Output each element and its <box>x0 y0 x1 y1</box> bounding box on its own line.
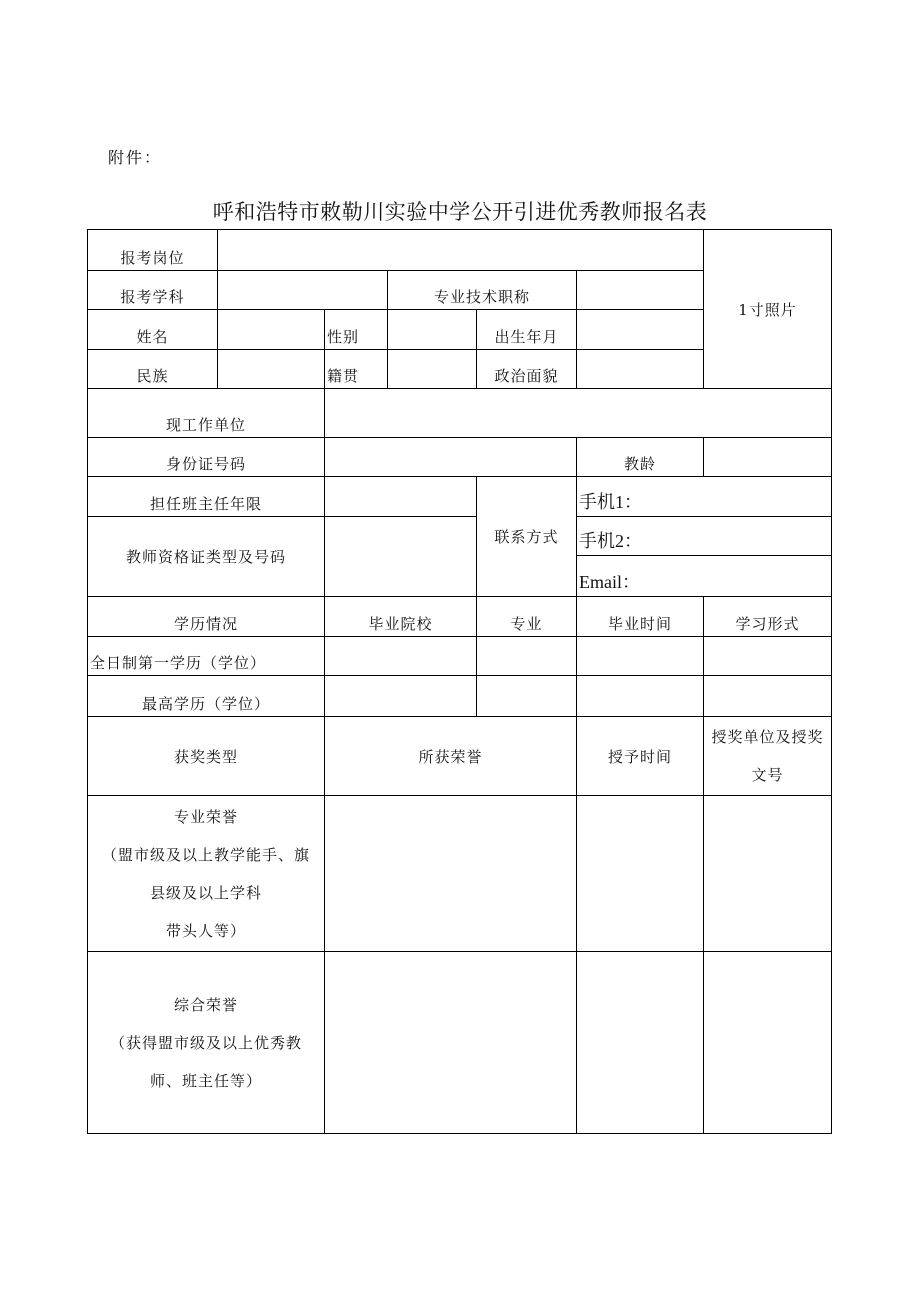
table-border-right <box>831 229 832 1134</box>
birth-label: 出生年月 <box>494 328 559 346</box>
fulltime-time-field[interactable] <box>577 637 703 675</box>
highest-education-label: 最高学历（学位） <box>141 695 270 713</box>
teacher-cert-field[interactable] <box>325 517 476 596</box>
name-field[interactable] <box>218 310 324 349</box>
graduation-time-header: 毕业时间 <box>607 615 672 633</box>
highest-major-field[interactable] <box>477 676 576 716</box>
award-issuer-header-line: 文号 <box>751 766 784 784</box>
subject-field[interactable] <box>218 271 387 309</box>
political-status-label: 政治面貌 <box>494 367 559 385</box>
professional-honor-line: 专业荣誉 <box>173 807 238 826</box>
phone2-field[interactable] <box>577 517 831 555</box>
highest-school-field[interactable] <box>325 676 476 716</box>
gender-field[interactable] <box>388 310 476 349</box>
professional-honor-line: 带头人等） <box>165 921 246 940</box>
professional-honor-field[interactable] <box>325 796 576 951</box>
ethnicity-field[interactable] <box>218 350 324 388</box>
id-number-label: 身份证号码 <box>165 455 246 473</box>
contact-label: 联系方式 <box>494 528 559 546</box>
teaching-years-field[interactable] <box>704 438 831 476</box>
phone1-field[interactable] <box>577 477 831 516</box>
professional-honor-line: （盟市级及以上教学能手、旗 <box>101 845 310 864</box>
teaching-years-label: 教龄 <box>623 455 656 473</box>
post-field[interactable] <box>218 230 703 270</box>
general-issuer-field[interactable] <box>704 952 831 1133</box>
native-place-label: 籍贯 <box>327 367 360 385</box>
photo-box[interactable]: 1寸照片 <box>738 300 797 319</box>
gender-label: 性别 <box>327 328 360 346</box>
professional-honor-line: 县级及以上学科 <box>149 883 262 902</box>
ethnicity-label: 民族 <box>136 367 169 385</box>
fulltime-school-field[interactable] <box>325 637 476 675</box>
award-time-header: 授予时间 <box>607 747 672 766</box>
professional-title-field[interactable] <box>577 271 703 309</box>
professional-title-label: 专业技术职称 <box>433 288 530 306</box>
general-honor-line: 师、班主任等） <box>149 1071 262 1090</box>
workplace-field[interactable] <box>325 389 831 437</box>
general-honor-field[interactable] <box>325 952 576 1133</box>
major-header: 专业 <box>510 615 543 633</box>
id-number-field[interactable] <box>325 438 576 476</box>
general-honor-line: 综合荣誉 <box>173 995 238 1014</box>
general-honor-line: （获得盟市级及以上优秀教 <box>109 1033 302 1052</box>
award-issuer-header <box>704 717 831 795</box>
attachment-label: 附件： <box>108 148 163 167</box>
highest-time-field[interactable] <box>577 676 703 716</box>
native-place-field[interactable] <box>388 350 476 388</box>
homeroom-years-field[interactable] <box>325 477 476 516</box>
phone2-label: 手机2： <box>579 531 642 551</box>
page-title: 呼和浩特市敕勒川实验中学公开引进优秀教师报名表 <box>212 200 708 224</box>
professional-issuer-field[interactable] <box>704 796 831 951</box>
school-header: 毕业院校 <box>368 615 433 633</box>
professional-time-field[interactable] <box>577 796 703 951</box>
study-mode-header: 学习形式 <box>735 615 800 633</box>
award-type-header: 获奖类型 <box>173 747 238 766</box>
fulltime-education-label: 全日制第一学历（学位） <box>90 654 267 672</box>
award-issuer-header-line: 授奖单位及授奖 <box>711 728 824 746</box>
general-time-field[interactable] <box>577 952 703 1133</box>
education-header: 学历情况 <box>173 615 238 633</box>
post-label: 报考岗位 <box>120 249 185 267</box>
email-field[interactable] <box>577 556 831 596</box>
email-label: Email： <box>579 572 640 592</box>
honor-header: 所获荣誉 <box>418 747 483 766</box>
teacher-cert-label: 教师资格证类型及号码 <box>125 548 286 566</box>
fulltime-major-field[interactable] <box>477 637 576 675</box>
highest-mode-field[interactable] <box>704 676 831 716</box>
political-status-field[interactable] <box>577 350 703 388</box>
birth-field[interactable] <box>577 310 703 349</box>
homeroom-years-label: 担任班主任年限 <box>149 495 262 513</box>
professional-honor-label <box>88 796 324 951</box>
fulltime-mode-field[interactable] <box>704 637 831 675</box>
subject-label: 报考学科 <box>120 288 185 306</box>
phone1-label: 手机1： <box>579 492 642 512</box>
name-label: 姓名 <box>136 328 169 346</box>
general-honor-label <box>88 952 324 1133</box>
table-border-bottom <box>87 1133 832 1134</box>
workplace-label: 现工作单位 <box>165 416 246 434</box>
